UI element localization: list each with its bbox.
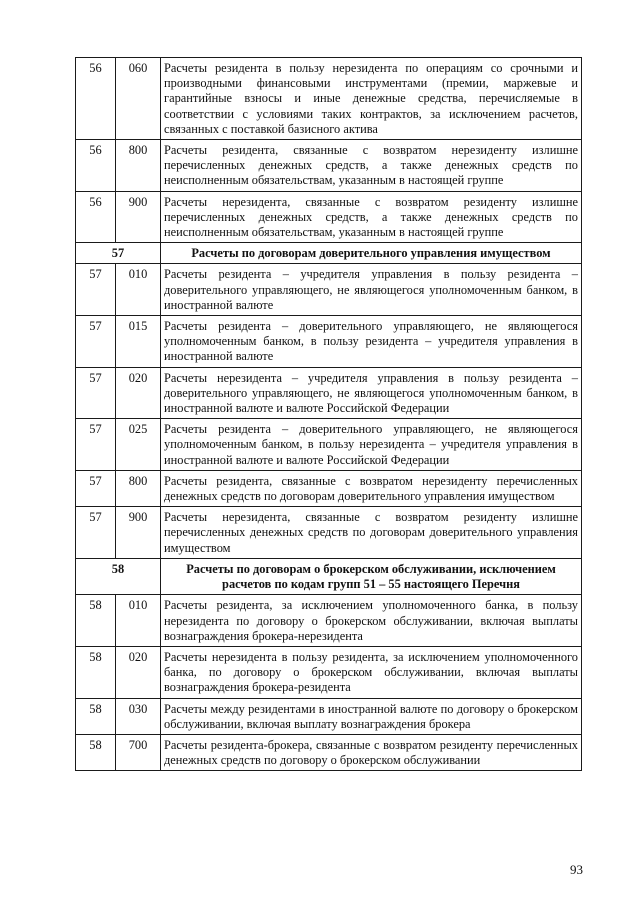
group-number-cell: 56 [76, 58, 116, 140]
group-number-cell: 58 [76, 734, 116, 770]
section-header-row [76, 558, 582, 594]
operation-code-cell: 010 [116, 595, 161, 647]
operation-description-cell: Расчеты нерезидента, связанные с возвратом резиденту излишне перечисленных денежных средств, а также денежных средств по неисполненным обязательствам, указанным в настоящей группе [161, 191, 582, 243]
table-row [76, 734, 582, 770]
group-number-cell: 56 [76, 140, 116, 192]
operation-code-cell: 010 [116, 264, 161, 316]
table-row [76, 419, 582, 471]
group-number-cell: 58 [76, 646, 116, 698]
operation-code-cell: 025 [116, 419, 161, 471]
group-number-cell: 57 [76, 419, 116, 471]
section-group-number: 57 [76, 243, 161, 264]
section-title: Расчеты по договорам доверительного управления имуществом [161, 243, 582, 264]
operation-description-cell: Расчеты резидента – доверительного управляющего, не являющегося уполномоченным банком, в пользу нерезидента – учредителя управления в иностранной валюте и валюте Российской Федерации [161, 419, 582, 471]
table-row [76, 698, 582, 734]
table-row [76, 316, 582, 368]
operation-description-cell: Расчеты резидента в пользу нерезидента по операциям со срочными и производными финансовыми инструментами (премии, маржевые и гарантийные взносы и иные денежные средства, перечисляемые в соответствии с условиями таких контрактов, за исключением расчетов, связанных с поставкой базисного актива [161, 58, 582, 140]
group-number-cell: 57 [76, 507, 116, 559]
operation-code-cell: 060 [116, 58, 161, 140]
operation-description-cell: Расчеты между резидентами в иностранной валюте по договору о брокерском обслуживании, включая выплату вознаграждения брокера [161, 698, 582, 734]
operation-code-cell: 800 [116, 470, 161, 506]
table-row [76, 264, 582, 316]
operation-code-cell: 900 [116, 507, 161, 559]
table-row [76, 140, 582, 192]
operation-code-cell: 030 [116, 698, 161, 734]
table-row [76, 367, 582, 419]
operation-code-cell: 700 [116, 734, 161, 770]
operation-description-cell: Расчеты резидента, за исключением уполномоченного банка, в пользу нерезидента по договору о брокерском обслуживании, включая выплаты вознаграждения брокера-нерезидента [161, 595, 582, 647]
operation-description-cell: Расчеты нерезидента – учредителя управления в пользу резидента – доверительного управляющего, не являющегося уполномоченным банком, в иностранной валюте и валюте Российской Федерации [161, 367, 582, 419]
operation-description-cell: Расчеты нерезидента, связанные с возвратом резиденту излишне перечисленных денежных средств по договорам доверительного управления имуществом [161, 507, 582, 559]
operation-code-cell: 900 [116, 191, 161, 243]
operation-description-cell: Расчеты резидента-брокера, связанные с возвратом резиденту перечисленных денежных средств по договору о брокерском обслуживании [161, 734, 582, 770]
operation-description-cell: Расчеты резидента, связанные с возвратом нерезиденту излишне перечисленных денежных средств, а также денежных средств по неисполненным обязательствам, указанным в настоящей группе [161, 140, 582, 192]
operation-codes-table [75, 57, 582, 771]
operation-code-cell: 800 [116, 140, 161, 192]
table-row [76, 646, 582, 698]
table-row [76, 191, 582, 243]
operation-description-cell: Расчеты резидента – доверительного управляющего, не являющегося уполномоченным банком, в пользу резидента – учредителя управления в иностранной валюте [161, 316, 582, 368]
operation-code-cell: 015 [116, 316, 161, 368]
group-number-cell: 57 [76, 264, 116, 316]
table-row [76, 470, 582, 506]
group-number-cell: 56 [76, 191, 116, 243]
operation-description-cell: Расчеты резидента – учредителя управления в пользу резидента – доверительного управляющего, не являющегося уполномоченным банком, в иностранной валюте [161, 264, 582, 316]
operation-code-cell: 020 [116, 646, 161, 698]
group-number-cell: 58 [76, 595, 116, 647]
operation-code-cell: 020 [116, 367, 161, 419]
operation-description-cell: Расчеты резидента, связанные с возвратом нерезиденту перечисленных денежных средств по договорам доверительного управления имуществом [161, 470, 582, 506]
section-title: Расчеты по договорам о брокерском обслуживании, исключением расчетов по кодам групп 51 – 55 настоящего Перечня [161, 558, 582, 594]
group-number-cell: 58 [76, 698, 116, 734]
table-row [76, 507, 582, 559]
codes-table-body [76, 58, 582, 771]
group-number-cell: 57 [76, 316, 116, 368]
section-header-row [76, 243, 582, 264]
table-row [76, 58, 582, 140]
group-number-cell: 57 [76, 367, 116, 419]
table-row [76, 595, 582, 647]
operation-description-cell: Расчеты нерезидента в пользу резидента, за исключением уполномоченного банка, по договору о брокерском обслуживании, включая выплаты вознаграждения брокера-резидента [161, 646, 582, 698]
page-number: 93 [570, 862, 583, 877]
section-group-number: 58 [76, 558, 161, 594]
group-number-cell: 57 [76, 470, 116, 506]
